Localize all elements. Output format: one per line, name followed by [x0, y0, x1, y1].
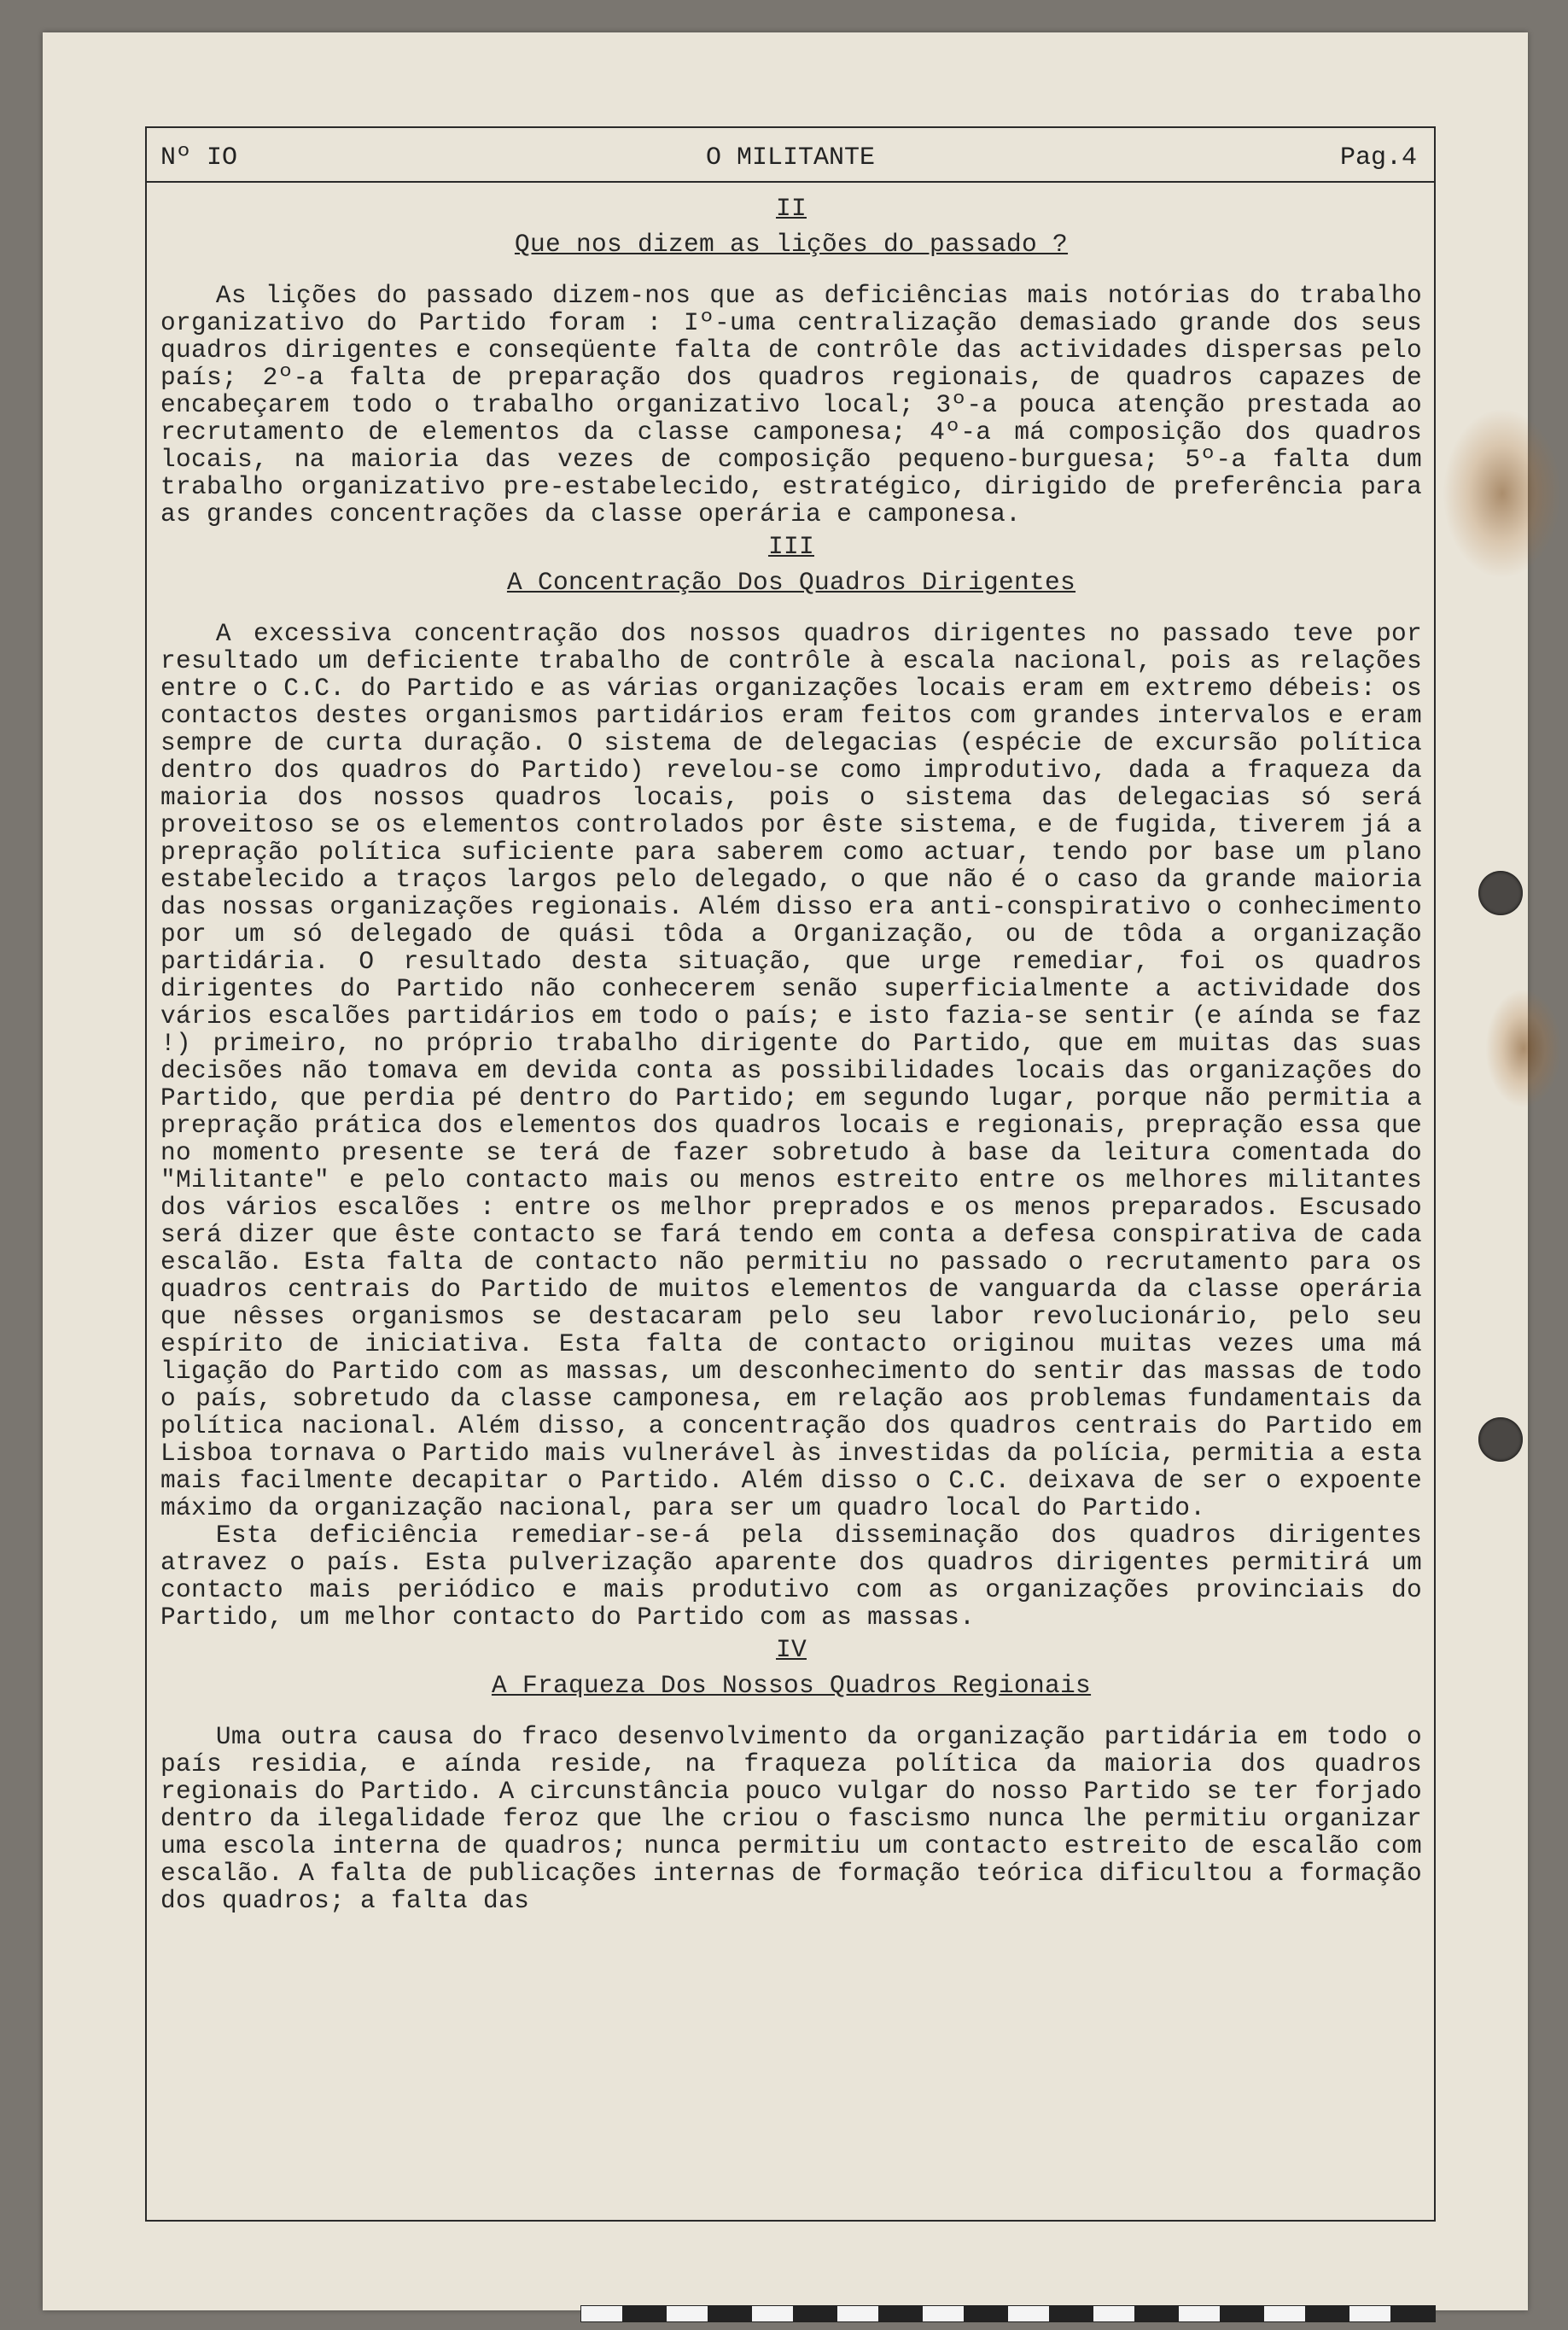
section-title: Que nos dizem as lições do passado ?: [514, 230, 1069, 259]
page-frame: [145, 126, 1436, 2222]
newspaper-title: O MILITANTE: [705, 143, 876, 172]
paragraph: Uma outra causa do fraco desenvolvimento da organização partidária em todo o país residia, e aínda reside, na fraqueza política da maioria dos quadros regionais do Partido. A circunstância pouco vulgar do nosso Partido se ter forjado dentro da ilegalidade feroz que lhe criou o fascismo nunca lhe permitiu organizar uma escola interna de quadros; nunca permitiu um contacto estreito de escalão com escalão. A falta de publicações internas de formação teórica dificultou a formação dos quadros; a falta das: [160, 1722, 1422, 1915]
punch-hole: [1478, 871, 1523, 915]
scale-ruler: [580, 2305, 1436, 2322]
section-ii: [160, 195, 1422, 528]
section-number: IV: [775, 1635, 807, 1664]
punch-hole: [1478, 1417, 1523, 1462]
paragraph: A excessiva concentração dos nossos quadros dirigentes no passado teve por resultado um deficiente trabalho de contrôle à escala nacional, pois as relações entre o C.C. do Partido e as várias organizações locais eram em extremo débeis: os contactos destes organismos partidários eram feitos com grandes intervalos e eram sempre de curta duração. O sistema de delegacias (espécie de excursão política dentro dos quadros do Partido) revelou-se como improdutivo, dada a fraqueza da maioria dos nossos quadros locais, pois o sistema das delegacias só será proveitoso se os elementos controlados por êste sistema, e de fugida, tiverem já a prepração política suficiente para saberem como actuar, tendo por base um plano estabelecido a traços largos pelo delegado, o que não é o caso da grande maioria das nossas organizações regionais. Além disso era anti-conspirativo o conhecimento por um só delegado de quási tôda a Organização, ou de tôda a organização partidária. O resultado desta situação, que urge remediar, foi os quadros dirigentes do Partido não conhecerem senão superficialmente a actividade dos vários escalões partidários em todo o país; e isto fazia-se sentir (e aínda se faz !) primeiro, no próprio trabalho dirigente do Partido, que em muitas das suas decisões não tomava em devida conta as possibilidades locais das organizações do Partido, que perdia pé dentro do Partido; em segundo lugar, porque não permitia a prepração prática dos elementos dos quadros locais e regionais, prepração essa que no momento presente se terá de fazer sobretudo à base da leitura comentada do "Militante" e pelo contacto mais ou menos estreito entre os melhores militantes dos vários escalões : entre os melhor preprados e os menos preparados. Escusado será dizer que êste contacto se fará tendo em conta a defesa conspirativa de cada escalão. Esta falta de contacto não permitiu no passado o recrutamento para os quadros centrais do Partido de muitos elementos de vanguarda da classe operária que nêsses organismos se destacaram pelo seu labor revolucionário, pelo seu espírito de iniciativa. Esta falta de contacto originou muitas vezes uma má ligação do Partido com as massas, um desconhecimento do sentir das massas de todo o país, sobretudo da classe camponesa, em relação aos problemas fundamentais da política nacional. Além disso, a concentração dos quadros centrais do Partido em Lisboa tornava o Partido mais vulnerável às investidas da polícia, permitia a esta mais facilmente decapitar o Partido. Além disso o C.C. deixava de ser o expoente máximo da organização nacional, para ser um quadro local do Partido.: [160, 619, 1422, 1522]
article-body: [147, 183, 1434, 1914]
paragraph: As lições do passado dizem-nos que as deficiências mais notórias do trabalho organizativo do Partido foram : Iº-uma centralização demasiado grande dos seus quadros dirigentes e conseqüente falta de contrôle das actividades dispersas pelo país; 2º-a falta de preparação dos quadros regionais, de quadros capazes de encabeçarem todo o trabalho organizativo local; 3º-a pouca atenção prestada ao recrutamento de elementos da classe camponesa; 4º-a má composição dos quadros locais, na maioria das vezes de composição pequeno-burguesa; 5º-a falta dum trabalho organizativo pre-estabelecido, estratégico, dirigido de preferência para as grandes concentrações da classe operária e camponesa.: [160, 281, 1422, 528]
section-number: III: [767, 532, 814, 561]
paragraph: Esta deficiência remediar-se-á pela disseminação dos quadros dirigentes atravez o país. Esta pulverização aparente dos quadros dirigentes permitirá um contacto mais periódico e mais produtivo com as organizações provinciais do Partido, um melhor contacto do Partido com as massas.: [160, 1521, 1422, 1632]
section-number: II: [775, 194, 807, 223]
rust-stain: [1485, 989, 1562, 1108]
page-header: [147, 128, 1434, 183]
document-sheet: [43, 32, 1528, 2310]
page-number: Pag.4: [1339, 143, 1417, 172]
section-title: A Concentração Dos Quadros Dirigentes: [506, 568, 1076, 597]
section-iv: [160, 1636, 1422, 1914]
rust-stain: [1443, 408, 1562, 579]
issue-number: Nº IO: [160, 143, 238, 172]
section-title: A Fraqueza Dos Nossos Quadros Regionais: [491, 1671, 1092, 1700]
section-iii: [160, 533, 1422, 1631]
